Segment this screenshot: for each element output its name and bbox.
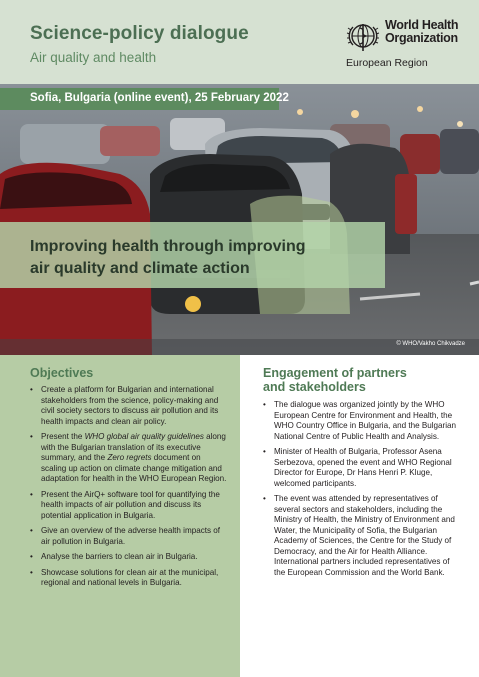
document-subtitle: Air quality and health: [30, 50, 157, 65]
organization-name-line1: World Health: [385, 18, 459, 32]
list-item: • The event was attended by representatives of several sectors and stakeholders, including the Ministry of Health, the Ministry of Environment and Water, the Municipality of Sofia, the Bulgarian Academy of Sciences, the Centre for the Study of Democracy, and the Air for Health Alliance. International partners included representatives of the European Commission and the World Bank.: [263, 494, 461, 578]
engagement-title: [263, 366, 463, 394]
list-item-emphasis: WHO global air quality guidelines: [84, 432, 204, 441]
list-item: • Present the AirQ+ software tool for quantifying the health impacts of air pollution and discuss its potential application in Bulgaria.: [30, 490, 228, 522]
organization-name-line2: Organization: [385, 31, 458, 45]
headline-line1: Improving health through improving: [30, 238, 306, 255]
headline: [30, 236, 360, 280]
list-item: • Create a platform for Bulgarian and international stakeholders from the science, policy-making and civil society sectors to discuss air pollution and its health impacts and clean air policy.: [30, 385, 228, 427]
photo-credit: © WHO/Vakho Chikvadze: [396, 341, 465, 347]
traffic-photo: [0, 84, 479, 355]
organization-region: European Region: [346, 57, 428, 69]
engagement-title-line1: Engagement of partners: [263, 366, 407, 380]
engagement-title-line2: and stakeholders: [263, 380, 366, 394]
list-item: • Showcase solutions for clean air at the municipal, regional and national levels in Bulgaria.: [30, 568, 228, 589]
list-item-emphasis: Zero regrets: [107, 453, 152, 462]
list-item-text: along with the Bulgarian translation of its executive summary, and the: [41, 432, 226, 462]
list-item: • Minister of Health of Bulgaria, Professor Asena Serbezova, opened the event and WHO Regional Director for Europe, Dr Hans Henri P. Kluge, welcomed participants.: [263, 447, 461, 489]
who-emblem-icon: [345, 18, 381, 54]
engagement-list: [263, 400, 461, 583]
organization-name: [385, 19, 458, 45]
list-item: • The dialogue was organized jointly by the WHO European Centre for Environment and Health, the WHO Country Office in Bulgaria, and the Bulgarian National Centre of Public Health and Analysis.: [263, 400, 461, 442]
event-date-location: Sofia, Bulgaria (online event), 25 February 2022: [30, 92, 289, 104]
list-item-text: Present the: [41, 432, 85, 441]
document-title: Science-policy dialogue: [30, 23, 249, 44]
list-item: [30, 432, 228, 485]
list-item-text: document on scaling up action on climate change mitigation and adaptation for health in the WHO European Region.: [41, 453, 227, 483]
list-item: • Analyse the barriers to clean air in Bulgaria.: [30, 552, 228, 563]
headline-line2: air quality and climate action: [30, 260, 250, 277]
objectives-title: Objectives: [30, 366, 94, 380]
list-item: • Give an overview of the adverse health impacts of air pollution in Bulgaria.: [30, 526, 228, 547]
objectives-list: [30, 385, 228, 594]
